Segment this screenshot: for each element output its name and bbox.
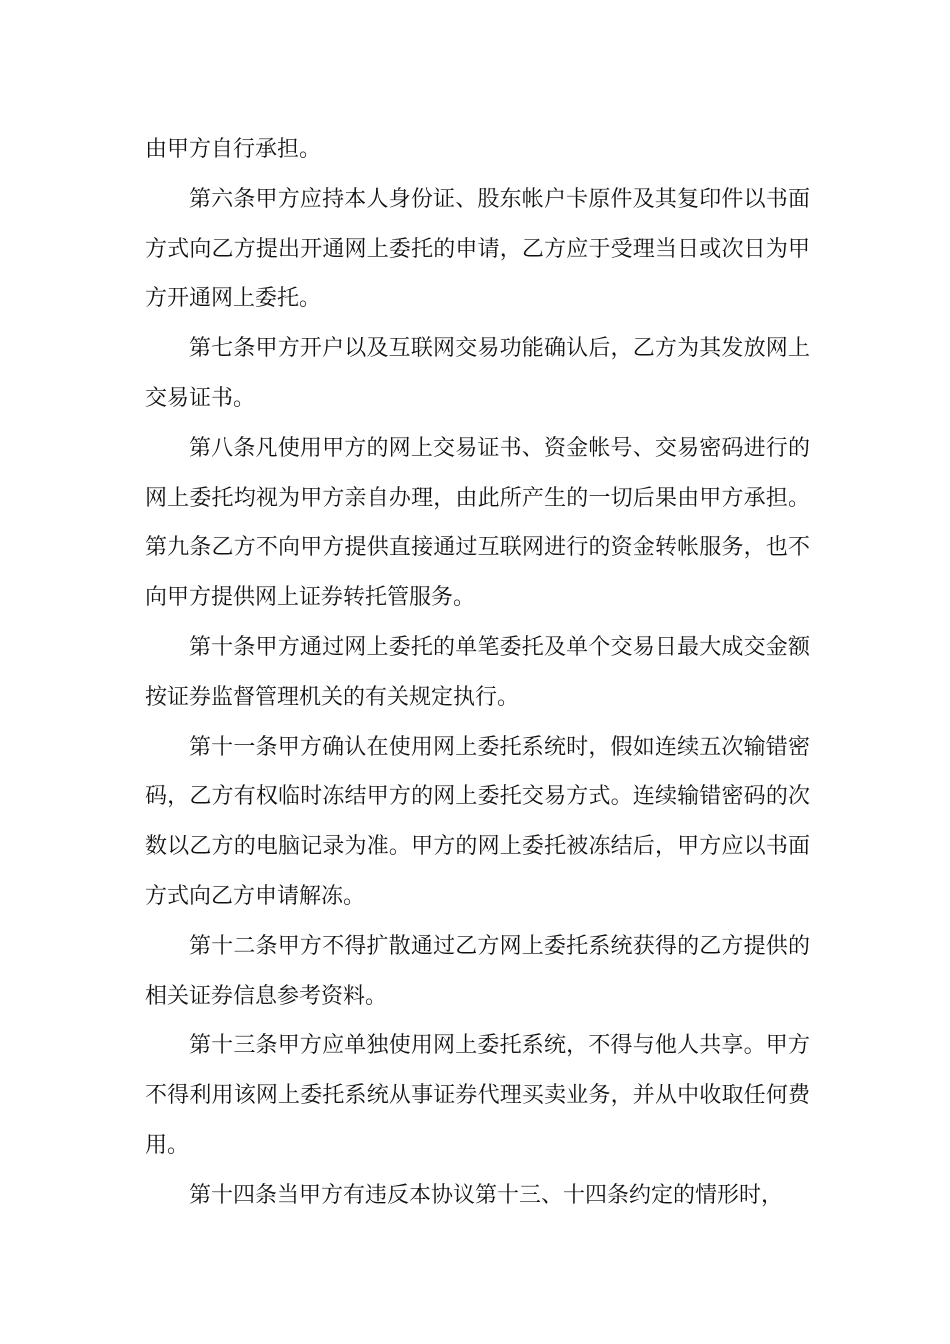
- paragraph-article-13: 第十三条甲方应单独使用网上委托系统，不得与他人共享。甲方不得利用该网上委托系统从事证券代理买卖业务，并从中收取任何费用。: [145, 1033, 810, 1158]
- paragraph-article-10: 第十条甲方通过网上委托的单笔委托及单个交易日最大成交金额按证券监督管理机关的有关规定执行。: [145, 634, 810, 710]
- paragraph-article-6: 第六条甲方应持本人身份证、股东帐户卡原件及其复印件以书面方式向乙方提出开通网上委托的申请，乙方应于受理当日或次日为甲方开通网上委托。: [145, 186, 810, 312]
- paragraph-article-8-9: 第八条凡使用甲方的网上交易证书、资金帐号、交易密码进行的网上委托均视为甲方亲自办理，由此所产生的一切后果由甲方承担。第九条乙方不向甲方提供直接通过互联网进行的资金转帐服务，也不向甲方提供网上证券转托管服务。: [145, 435, 810, 611]
- paragraph-continuation: 由甲方自行承担。: [145, 137, 322, 162]
- paragraph-article-12: 第十二条甲方不得扩散通过乙方网上委托系统获得的乙方提供的相关证券信息参考资料。: [145, 933, 810, 1009]
- paragraph-article-14: 第十四条当甲方有违反本协议第十三、十四条约定的情形时，: [189, 1182, 784, 1208]
- document-body: [145, 125, 810, 1221]
- paragraph-article-11: 第十一条甲方确认在使用网上委托系统时，假如连续五次输错密码，乙方有权临时冻结甲方的网上委托交易方式。连续输错密码的次数以乙方的电脑记录为准。甲方的网上委托被冻结后，甲方应以书面方式向乙方申请解冻。: [145, 734, 810, 909]
- paragraph-article-7: 第七条甲方开户以及互联网交易功能确认后，乙方为其发放网上交易证书。: [145, 336, 810, 411]
